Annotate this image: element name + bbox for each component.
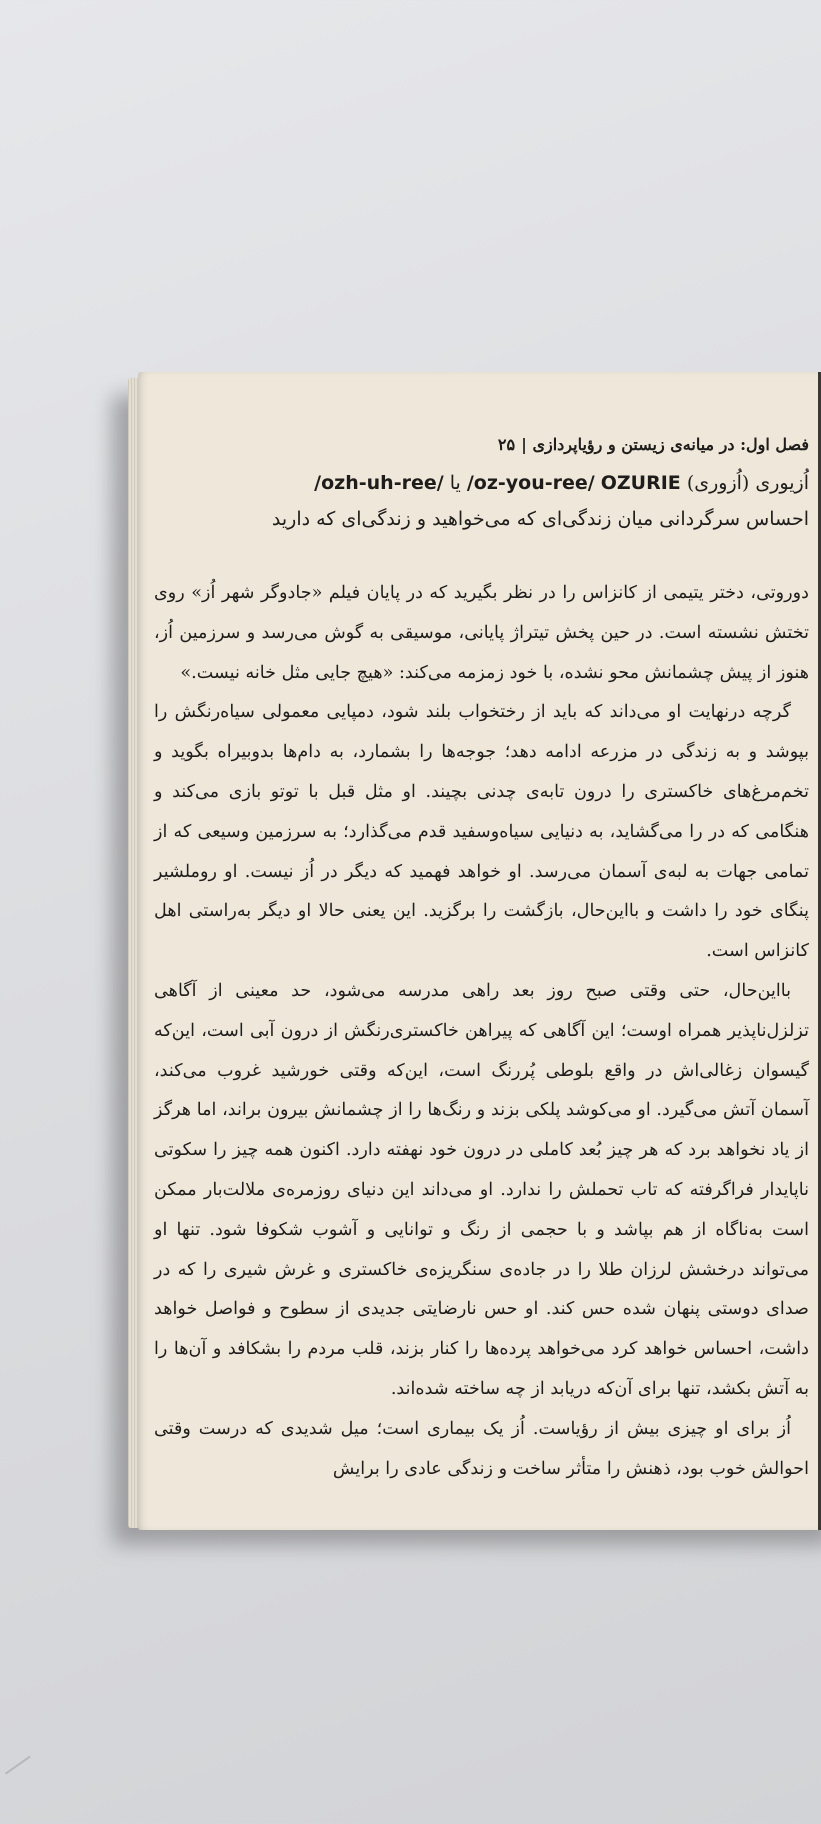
- pronunciation-2: /ozh-uh-ree/: [314, 472, 444, 494]
- glossary-term: [154, 466, 809, 500]
- page-content: [154, 432, 809, 1489]
- term-english: OZURIE: [600, 472, 681, 494]
- term-persian: اُزیوری (اُزوری): [686, 472, 809, 494]
- running-header: [154, 432, 809, 458]
- surface-mark: [0, 1747, 31, 1774]
- paragraph: بااین‌حال، حتی وقتی صبح روز بعد راهی مدرسه می‌شود، حد معینی از آگاهی تزلزل‌ناپذیر همراه اوست؛ این آگاهی که پیراهن خاکستری‌رنگش از درون آبی است، این‌که گیسوان زغالی‌اش در واقع بلوطی پُررنگ است، این‌که وقتی خورشید غروب می‌کند، آسمان آتش می‌گیرد. او می‌کوشد پلکی بزند و رنگ‌ها را از چشمانش بیرون براند، اما هرگز از یاد نخواهد برد که هر چیز بُعد کاملی در درون خود نهفته دارد. اکنون همه چیز را سکوتی ناپایدار فراگرفته که تاب تحملش را ندارد. او می‌داند این دنیای روزمره‌ی ملالت‌بار ممکن است به‌ناگاه از هم بپاشد و با حجمی از رنگ و توانایی و آشوب شکوفا شود. تنها او می‌تواند درخشش لرزان طلا را در جاده‌ی سنگریزه‌ی خاکستری و غرش شیری را که در صدای دوستی پنهان شده حس کند. او حس نارضایتی جدیدی از سطوح و فواصل خواهد داشت، احساس خواهد کرد می‌خواهد پرده‌ها را کنار بزند، قلب مردم را بشکافد و آن‌ها را به آتش بکشد، تنها برای آن‌که دریابد از چه ساخته شده‌اند.: [154, 980, 809, 1399]
- chapter-title: فصل اول: در میانه‌ی زیستن و رؤیاپردازی |: [521, 435, 809, 454]
- paragraph: اُز برای او چیزی بیش از رؤیاست. اُز یک بیماری است؛ میل شدیدی که درست وقتی احوالش خوب بود، ذهنش را متأثر ساخت و زندگی عادی را برایش: [154, 1418, 809, 1479]
- term-definition: احساس سرگردانی میان زندگی‌ای که می‌خواهید و زندگی‌ای که دارید: [271, 508, 809, 530]
- page-number: ۲۵: [497, 435, 516, 454]
- paragraph: گرچه درنهایت او می‌داند که باید از رختخواب بلند شود، دمپایی معمولی سیاه‌رنگش را بپوشد و به زندگی در مزرعه ادامه دهد؛ جوجه‌ها را بشمارد، به دام‌ها بدوبیراه بگوید و تخم‌مرغ‌های خاکستری را درون تابه‌ی چدنی بچیند. او مثل قبل با توتو بازی می‌کند و هنگامی که در را می‌گشاید، به دنیایی سیاه‌وسفید قدم می‌گذارد؛ به سرزمین وسیعی که از تمامی جهات به لبه‌ی آسمان می‌رسد. او خواهد فهمید که دیگر در اُز نیست. او روملشیر پنگای خود را داشت و بااین‌حال، بازگشت را برگزید. این یعنی حالا او دیگر به‌راستی اهل کانزاس است.: [154, 702, 809, 962]
- book-page: [138, 372, 821, 1530]
- or-word: یا: [449, 472, 461, 494]
- pronunciation-1: /oz-you-ree/: [466, 472, 595, 494]
- paragraph: دوروتی، دختر یتیمی از کانزاس را در نظر بگیرید که در پایان فیلم «جادوگر شهر اُز» روی تختش نشسته است. در حین پخش تیتراژ پایانی، موسیقی به گوش می‌رسد و سرزمین اُز، هنوز از پیش چشمانش محو نشده، با خود زمزمه می‌کند: «هیچ جایی مثل خانه نیست.»: [154, 583, 809, 683]
